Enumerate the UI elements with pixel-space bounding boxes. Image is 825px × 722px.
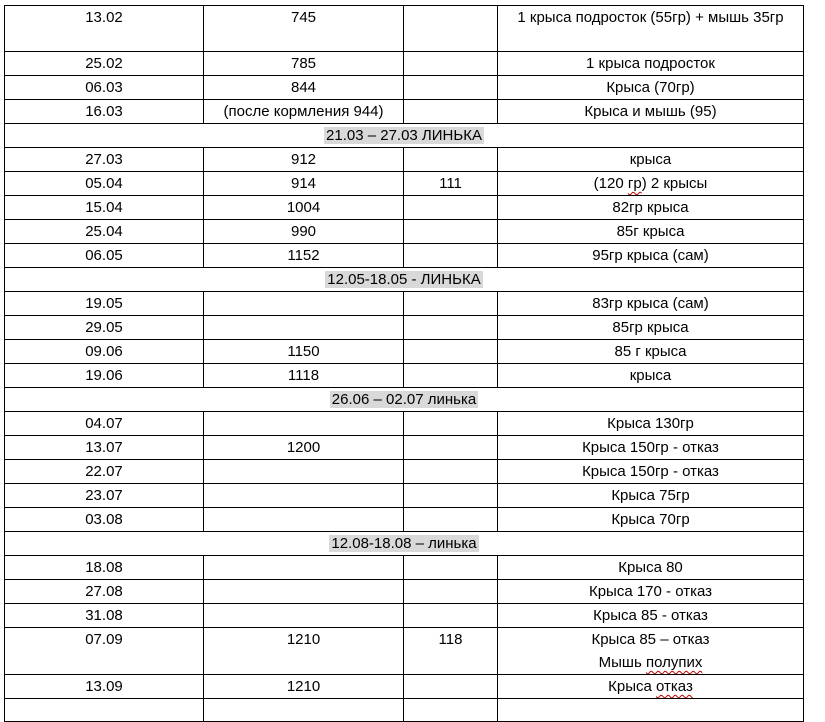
food-cell bbox=[498, 172, 804, 196]
date-cell: 29.05 bbox=[5, 316, 204, 340]
weight-cell: 912 bbox=[204, 148, 404, 172]
food-cell: 85г крыса bbox=[498, 220, 804, 244]
food-line bbox=[502, 651, 799, 674]
molt-row bbox=[5, 124, 804, 148]
food-cell: 85гр крыса bbox=[498, 316, 804, 340]
weight-cell: 990 bbox=[204, 220, 404, 244]
food-line: Крыса 85 – отказ bbox=[591, 631, 710, 648]
food-cell: Крыса (70гр) bbox=[498, 76, 804, 100]
length-cell bbox=[404, 6, 498, 52]
food-cell: Крыса 80 bbox=[498, 556, 804, 580]
food-text-part: Крыса bbox=[608, 678, 657, 695]
table-row bbox=[5, 6, 804, 52]
length-cell bbox=[404, 460, 498, 484]
food-cell: Крыса 130гр bbox=[498, 412, 804, 436]
table-row bbox=[5, 244, 804, 268]
length-cell bbox=[404, 316, 498, 340]
food-cell: 95гр крыса (сам) bbox=[498, 244, 804, 268]
table-row bbox=[5, 172, 804, 196]
food-text-part: ) 2 крысы bbox=[641, 175, 708, 192]
length-cell bbox=[404, 196, 498, 220]
table-row bbox=[5, 484, 804, 508]
table-row bbox=[5, 196, 804, 220]
food-cell: Крыса 150гр - отказ bbox=[498, 460, 804, 484]
date-cell: 07.09 bbox=[5, 628, 204, 675]
weight-cell bbox=[204, 604, 404, 628]
food-cell: Крыса 85 - отказ bbox=[498, 604, 804, 628]
table-row bbox=[5, 316, 804, 340]
molt-row bbox=[5, 268, 804, 292]
length-cell bbox=[404, 52, 498, 76]
molt-row bbox=[5, 532, 804, 556]
date-cell: 13.07 bbox=[5, 436, 204, 460]
date-cell: 05.04 bbox=[5, 172, 204, 196]
length-cell bbox=[404, 292, 498, 316]
table-row bbox=[5, 508, 804, 532]
length-cell bbox=[404, 436, 498, 460]
date-cell: 25.02 bbox=[5, 52, 204, 76]
date-cell: 19.05 bbox=[5, 292, 204, 316]
length-cell bbox=[404, 100, 498, 124]
date-cell: 13.02 bbox=[5, 6, 204, 52]
food-text-part: (120 bbox=[593, 175, 628, 192]
table-row bbox=[5, 436, 804, 460]
weight-cell: 1210 bbox=[204, 628, 404, 675]
weight-cell: 1118 bbox=[204, 364, 404, 388]
date-cell: 15.04 bbox=[5, 196, 204, 220]
weight-cell: 1152 bbox=[204, 244, 404, 268]
food-cell: Крыса и мышь (95) bbox=[498, 100, 804, 124]
molt-label: 12.05-18.05 - ЛИНЬКА bbox=[327, 271, 481, 288]
weight-cell: 1200 bbox=[204, 436, 404, 460]
table-row bbox=[5, 628, 804, 675]
food-cell: Крыса 70гр bbox=[498, 508, 804, 532]
food-cell: 1 крыса подросток (55гр) + мышь 35гр bbox=[498, 6, 804, 52]
table-row bbox=[5, 460, 804, 484]
food-cell: крыса bbox=[498, 364, 804, 388]
date-cell: 22.07 bbox=[5, 460, 204, 484]
food-cell: 85 г крыса bbox=[498, 340, 804, 364]
length-cell bbox=[404, 364, 498, 388]
length-cell bbox=[404, 76, 498, 100]
food-cell: 82гр крыса bbox=[498, 196, 804, 220]
table-row bbox=[5, 604, 804, 628]
date-cell: 16.03 bbox=[5, 100, 204, 124]
length-cell bbox=[404, 675, 498, 699]
food-text-part: Мышь bbox=[598, 654, 646, 671]
date-cell: 27.03 bbox=[5, 148, 204, 172]
weight-cell: 844 bbox=[204, 76, 404, 100]
empty-cell bbox=[404, 699, 498, 722]
molt-cell bbox=[5, 388, 804, 412]
empty-cell bbox=[204, 699, 404, 722]
food-cell bbox=[498, 628, 804, 675]
molt-label: 12.08-18.08 – линька bbox=[331, 535, 477, 552]
feeding-log-body bbox=[5, 6, 804, 722]
length-cell: 111 bbox=[404, 172, 498, 196]
length-cell bbox=[404, 604, 498, 628]
table-row bbox=[5, 675, 804, 699]
length-cell bbox=[404, 556, 498, 580]
length-cell bbox=[404, 412, 498, 436]
food-cell: крыса bbox=[498, 148, 804, 172]
food-cell: 83гр крыса (сам) bbox=[498, 292, 804, 316]
molt-label: 26.06 – 02.07 линька bbox=[331, 391, 477, 408]
weight-cell bbox=[204, 508, 404, 532]
weight-cell bbox=[204, 556, 404, 580]
food-cell: 1 крыса подросток bbox=[498, 52, 804, 76]
molt-cell bbox=[5, 124, 804, 148]
date-cell: 13.09 bbox=[5, 675, 204, 699]
date-cell: 04.07 bbox=[5, 412, 204, 436]
weight-cell bbox=[204, 460, 404, 484]
date-cell: 25.04 bbox=[5, 220, 204, 244]
length-cell bbox=[404, 244, 498, 268]
molt-row bbox=[5, 388, 804, 412]
weight-cell: 785 bbox=[204, 52, 404, 76]
food-text-part: полупих bbox=[645, 654, 703, 671]
weight-cell bbox=[204, 484, 404, 508]
date-cell: 27.08 bbox=[5, 580, 204, 604]
weight-cell: 745 bbox=[204, 6, 404, 52]
weight-cell bbox=[204, 580, 404, 604]
length-cell bbox=[404, 508, 498, 532]
table-row bbox=[5, 220, 804, 244]
length-cell: 118 bbox=[404, 628, 498, 675]
food-cell: Крыса 150гр - отказ bbox=[498, 436, 804, 460]
food-cell: Крыса 170 - отказ bbox=[498, 580, 804, 604]
table-row bbox=[5, 340, 804, 364]
weight-cell bbox=[204, 316, 404, 340]
table-row bbox=[5, 100, 804, 124]
table-row bbox=[5, 52, 804, 76]
weight-cell: 1004 bbox=[204, 196, 404, 220]
table-row bbox=[5, 76, 804, 100]
length-cell bbox=[404, 340, 498, 364]
molt-cell bbox=[5, 532, 804, 556]
weight-cell bbox=[204, 412, 404, 436]
length-cell bbox=[404, 220, 498, 244]
table-row bbox=[5, 580, 804, 604]
molt-label: 21.03 – 27.03 ЛИНЬКА bbox=[326, 127, 482, 144]
date-cell: 06.05 bbox=[5, 244, 204, 268]
food-cell: Крыса 75гр bbox=[498, 484, 804, 508]
table-row bbox=[5, 292, 804, 316]
weight-cell: 914 bbox=[204, 172, 404, 196]
table-row bbox=[5, 412, 804, 436]
empty-row bbox=[5, 699, 804, 722]
feeding-log-table bbox=[4, 5, 804, 722]
weight-cell: 1210 bbox=[204, 675, 404, 699]
weight-cell: (после кормления 944) bbox=[204, 100, 404, 124]
weight-cell: 1150 bbox=[204, 340, 404, 364]
empty-cell bbox=[498, 699, 804, 722]
table-row bbox=[5, 556, 804, 580]
length-cell bbox=[404, 484, 498, 508]
date-cell: 18.08 bbox=[5, 556, 204, 580]
table-row bbox=[5, 364, 804, 388]
length-cell bbox=[404, 148, 498, 172]
empty-cell bbox=[5, 699, 204, 722]
date-cell: 19.06 bbox=[5, 364, 204, 388]
molt-cell bbox=[5, 268, 804, 292]
table-row bbox=[5, 148, 804, 172]
weight-cell bbox=[204, 292, 404, 316]
date-cell: 03.08 bbox=[5, 508, 204, 532]
date-cell: 06.03 bbox=[5, 76, 204, 100]
food-text-part: гр bbox=[627, 175, 642, 192]
date-cell: 09.06 bbox=[5, 340, 204, 364]
food-cell bbox=[498, 675, 804, 699]
date-cell: 23.07 bbox=[5, 484, 204, 508]
length-cell bbox=[404, 580, 498, 604]
date-cell: 31.08 bbox=[5, 604, 204, 628]
food-text-part: отказ bbox=[656, 678, 693, 695]
